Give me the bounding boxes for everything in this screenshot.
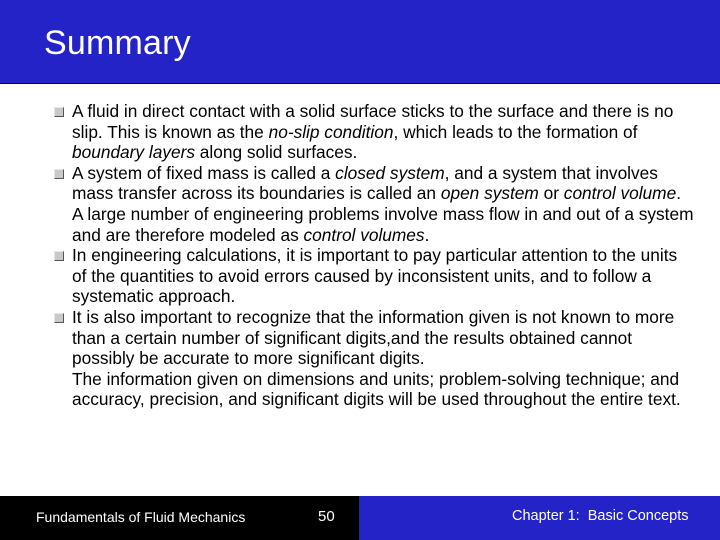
bullet-item (54, 163, 694, 245)
bullet-item (54, 307, 694, 369)
emphasized-term: open system (440, 183, 539, 204)
emphasized-term: closed system (335, 162, 445, 183)
footer-course-title: Fundamentals of Fluid Mechanics (36, 509, 246, 525)
bullet-text (72, 163, 694, 245)
text-run: . A large number of engineering problems involve mass flow in and out of a system and are therefore modeled as (72, 183, 694, 245)
square-bullet-icon (54, 251, 64, 261)
page-number: 50 (318, 508, 335, 525)
footer (0, 496, 720, 540)
title-bar (0, 0, 720, 84)
text-run: It is also important to recognize that the information given is not known to more than a certain number of significant digits,and the results obtained cannot possibly be accurate to more significant digits. (72, 306, 675, 369)
text-run: A system of fixed mass is called a (72, 162, 336, 183)
text-run: , which leads to the formation of (393, 121, 638, 142)
bullet-text (72, 101, 673, 162)
bullet-text (72, 307, 674, 368)
bullet-list (54, 101, 694, 410)
bullet-text (72, 245, 677, 306)
emphasized-term: boundary layers (72, 142, 195, 163)
slide-title: Summary (44, 24, 191, 62)
closing-paragraph: The information given on dimensions and units; problem-solving technique; and accuracy, precision, and significant digits will be used throughout the entire text. (72, 368, 681, 410)
bullet-item (54, 101, 694, 163)
emphasized-term: no-slip condition (268, 121, 394, 142)
emphasized-term: control volume (563, 183, 677, 204)
square-bullet-icon (54, 107, 64, 117)
text-run: along solid surfaces. (194, 142, 358, 163)
text-run: . (424, 224, 430, 245)
emphasized-term: control volumes (303, 224, 425, 245)
text-run: or (538, 183, 564, 204)
text-run: A fluid in direct contact with a solid surface sticks to the surface and there is no slip. This is known as the (72, 101, 674, 142)
footer-chapter-title: Chapter 1: Basic Concepts (512, 508, 689, 524)
text-run: , and a system that involves mass transfer across its boundaries is called an (72, 162, 658, 204)
square-bullet-icon (54, 169, 64, 179)
text-run: In engineering calculations, it is important to pay particular attention to the units of the quantities to avoid errors caused by inconsistent units, and to follow a systematic approach. (72, 245, 678, 307)
square-bullet-icon (54, 313, 64, 323)
bullet-item (54, 245, 694, 307)
